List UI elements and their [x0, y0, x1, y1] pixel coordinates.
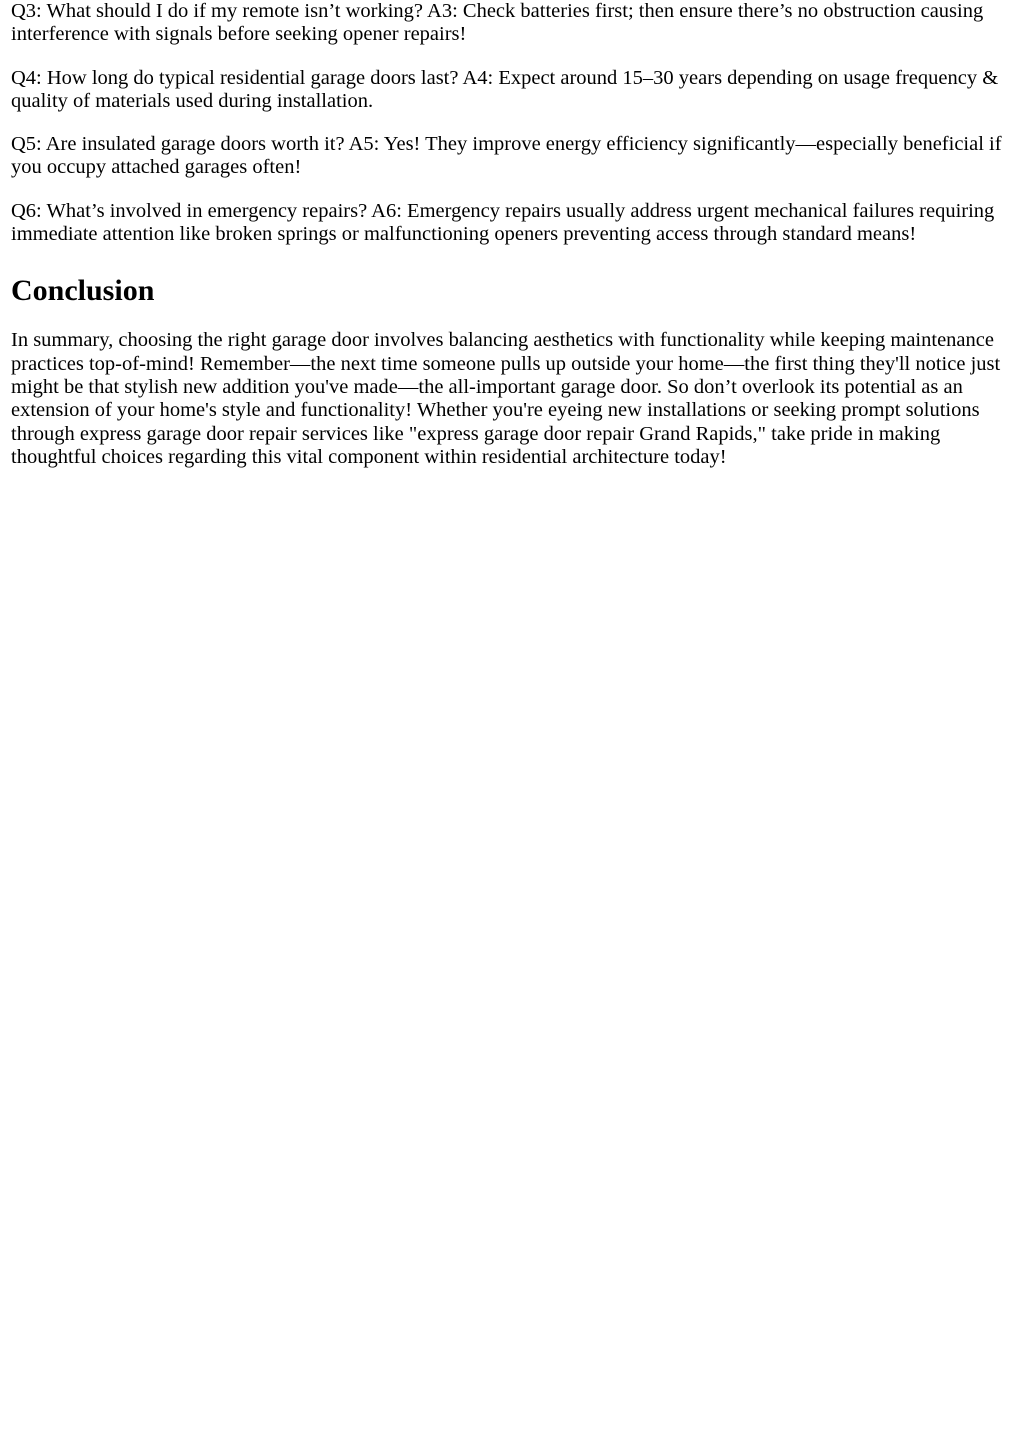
faq-item-q4: Q4: How long do typical residential garage doors last? A4: Expect around 15–30 years depending on usage frequency & quality of materials used during installation. — [11, 66, 999, 112]
faq-section — [11, 0, 1013, 246]
conclusion-heading: Conclusion — [11, 274, 155, 308]
faq-item-q3: Q3: What should I do if my remote isn’t working? A3: Check batteries first; then ensure there’s no obstruction causing interference with signals before seeking opener repairs! — [11, 0, 984, 46]
conclusion-paragraph: In summary, choosing the right garage door involves balancing aesthetics with functionality while keeping maintenance practices top-of-mind! Remember—the next time someone pulls up outside your home—the first thing they'll notice just might be that stylish new addition you've made—the all-important garage door. So don’t overlook its potential as an extension of your home's style and functionality! Whether you're eyeing new installations or seeking prompt solutions through express garage door repair services like "express garage door repair Grand Rapids," take pride in making thoughtful choices regarding this vital component within residential architecture today! — [11, 329, 1001, 468]
faq-item-q6: Q6: What’s involved in emergency repairs? A6: Emergency repairs usually address urgent mechanical failures requiring immediate attention like broken springs or malfunctioning openers preventing access through standard means! — [11, 199, 995, 246]
article-page — [0, 0, 1024, 469]
faq-item-q5: Q5: Are insulated garage doors worth it? A5: Yes! They improve energy efficiency significantly—especially beneficial if you occupy attached garages often! — [11, 133, 1002, 179]
conclusion-section — [11, 274, 1013, 469]
